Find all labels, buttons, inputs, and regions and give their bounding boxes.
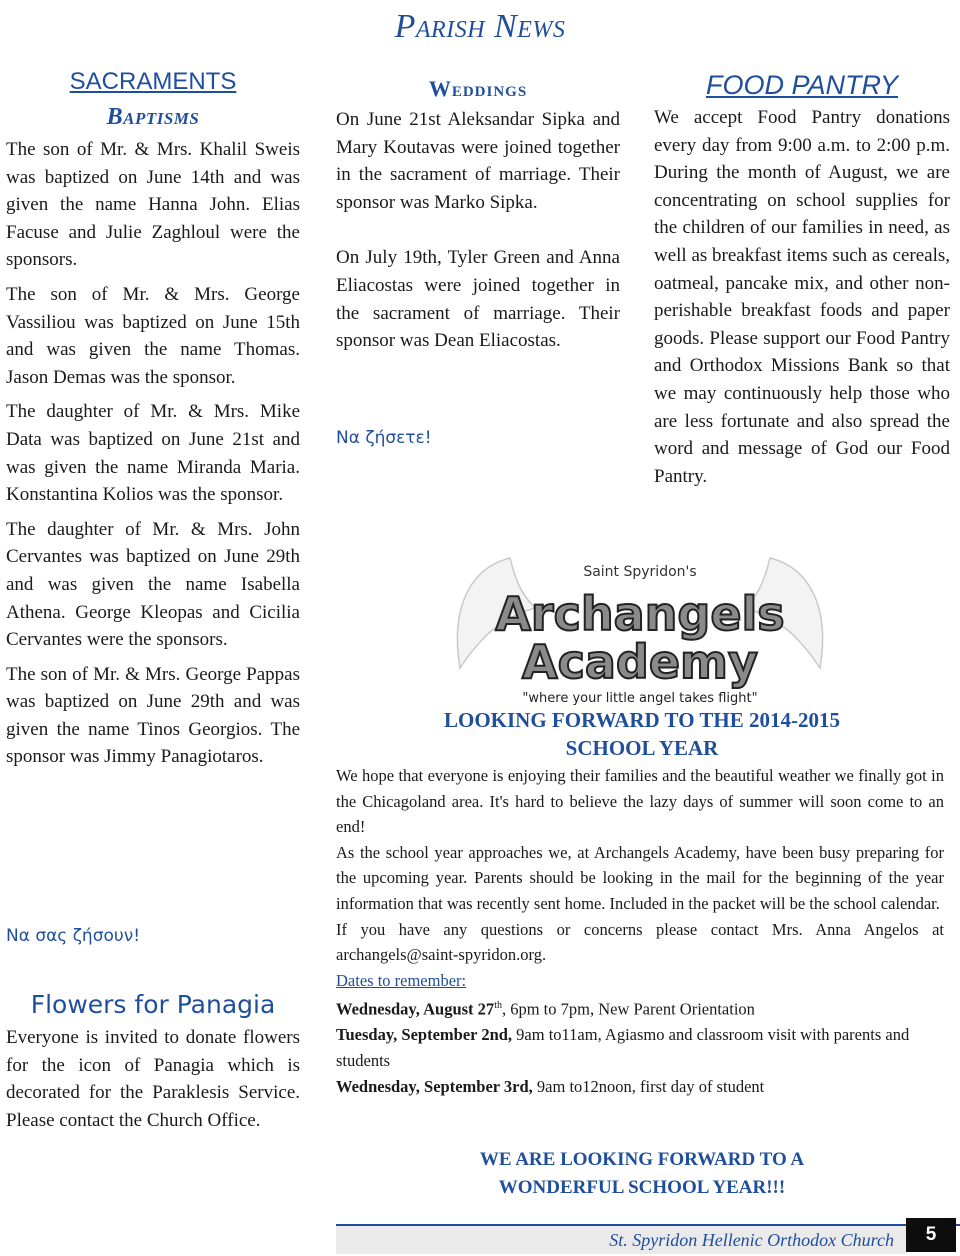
date-item: Wednesday, September 3rd, 9am to12noon, first day of student <box>336 1076 765 1096</box>
logo-line2: Academy <box>522 635 758 689</box>
baptisms-list <box>6 136 300 771</box>
baptisms-title: Baptisms <box>106 104 200 130</box>
sacraments-title: SACRAMENTS <box>69 68 237 95</box>
archangels-academy-logo <box>440 548 840 708</box>
logo-line1: Archangels <box>495 587 785 641</box>
date-item: Tuesday, September 2nd, 9am to11am, Agiasmo and classroom visit with parents and students <box>336 1025 910 1071</box>
page-title: Parish News <box>394 8 566 45</box>
baptism-entry: The daughter of Mr. & Mrs. Mike Data was baptized on June 21st and was given the name Miranda Maria. Konstantina Kolios was the sponsor. <box>6 401 300 506</box>
flowers-text: Everyone is invited to donate flowers for the icon of Panagia which is decorated for the Paraklesis Service. Please contact the Church Office. <box>6 1027 300 1131</box>
logo-top-text: Saint Spyridon's <box>583 564 697 580</box>
page-number: 5 <box>906 1218 956 1252</box>
food-pantry-text: We accept Food Pantry donations every day from 9:00 a.m. to 2:00 p.m. During the month of August, we are concentrating on school supplies for the children of our families in need, as well as breakfast items such as cereals, oatmeal, pancake mix, and other non-perishable breakfast foods and paper goods. Please support our Food Pantry and Orthodox Missions Bank so that we may continuously help those who are less fortunate and also spread the word and message of God our Food Pantry. <box>654 107 950 487</box>
school-paragraph: If you have any questions or concerns please contact Mrs. Anna Angelos at archangels@saint-spyridon.org. <box>336 919 944 965</box>
food-pantry-title: FOOD PANTRY <box>705 70 898 100</box>
weddings-greeting: Να ζήσετε! <box>336 428 432 448</box>
flowers-title: Flowers for Panagia <box>30 990 276 1019</box>
date-item: Wednesday, August 27th, 6pm to 7pm, New Parent Orientation <box>336 999 755 1019</box>
closing-line2: WONDERFUL SCHOOL YEAR!!! <box>498 1177 786 1198</box>
baptism-entry: The son of Mr. & Mrs. Khalil Sweis was baptized on June 14th and was given the name Hanna John. Elias Facuse and Julie Zaghloul were the sponsors. <box>6 139 300 271</box>
baptism-entry: The daughter of Mr. & Mrs. John Cervantes was baptized on June 29th and was given the name Isabella Athena. George Kleopas and Cicilia Cervantes were the sponsors. <box>6 518 300 651</box>
school-paragraph: We hope that everyone is enjoying their families and the beautiful weather we finally got in the Chicagoland area. It's hard to believe the lazy days of summer will soon come to an end! <box>336 766 944 837</box>
baptism-entry: The son of Mr. & Mrs. George Pappas was baptized on June 29th and was given the name Tinos Georgios. The sponsor was Jimmy Panagiotaros. <box>6 663 300 768</box>
dates-label: Dates to remember: <box>336 970 467 990</box>
school-heading-line1: LOOKING FORWARD TO THE 2014-2015 <box>444 708 840 732</box>
wedding-entry: On June 21st Aleksandar Sipka and Mary Koutavas were joined together in the sacrament of marriage. Their sponsor was Marko Sipka. <box>336 109 620 213</box>
school-paragraph: As the school year approaches we, at Archangels Academy, have been busy preparing for the upcoming year. Parents should be looking in the mail for the beginning of the year information that was recently sent home. Included in the packet will be the school calendar. <box>336 842 944 913</box>
baptisms-greeting: Να σας ζήσουν! <box>6 926 141 946</box>
weddings-title: Weddings <box>428 76 528 101</box>
weddings-list <box>336 106 620 355</box>
wedding-entry: On July 19th, Tyler Green and Anna Eliacostas were joined together in the sacrament of marriage. Their sponsor was Dean Eliacostas. <box>336 247 620 352</box>
closing-message <box>336 1146 948 1202</box>
closing-line1: WE ARE LOOKING FORWARD TO A <box>479 1149 805 1170</box>
footer-church-name: St. Spyridon Hellenic Orthodox Church <box>609 1230 894 1250</box>
school-year-text <box>336 763 944 1099</box>
school-year-heading <box>336 706 948 762</box>
baptism-entry: The son of Mr. & Mrs. George Vassiliou was baptized on June 15th and was given the name Thomas. Jason Demas was the sponsor. <box>6 283 300 388</box>
logo-tagline: "where your little angel takes flight" <box>522 691 758 706</box>
school-heading-line2: SCHOOL YEAR <box>565 736 719 760</box>
